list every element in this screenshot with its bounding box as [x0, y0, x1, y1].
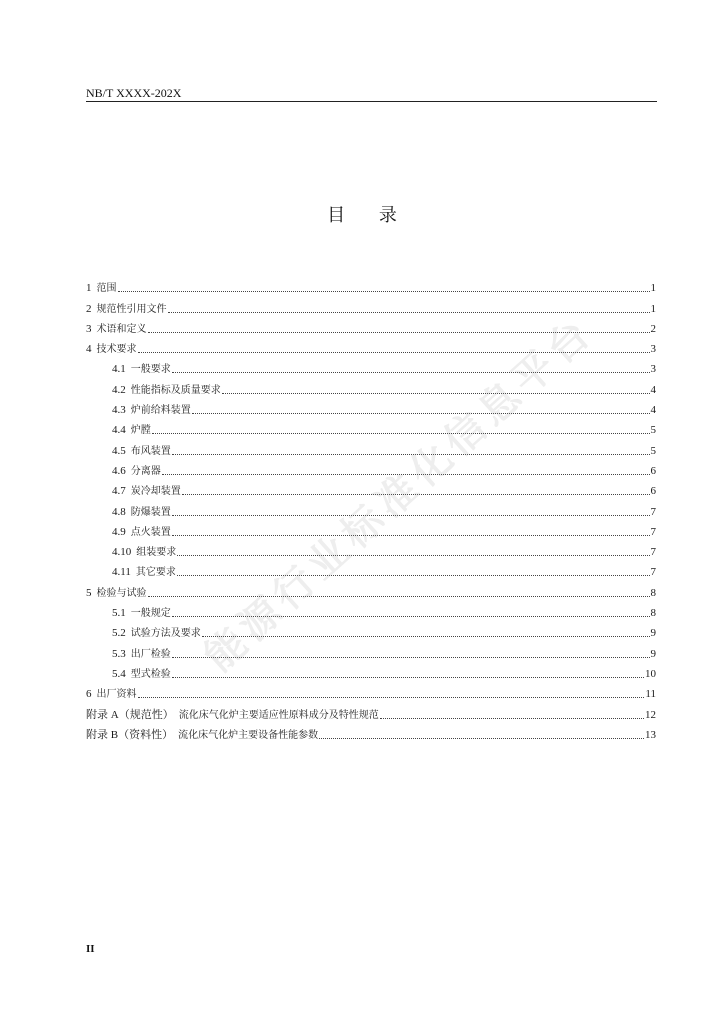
toc-entry-page: 6 — [650, 485, 656, 498]
toc-entry[interactable] — [86, 579, 656, 599]
toc-entry-number: 4.9 — [112, 525, 126, 538]
toc-dot-leader — [118, 291, 650, 292]
toc-entry-page: 9 — [650, 647, 656, 660]
toc-dot-leader — [177, 575, 650, 576]
toc-entry-page: 4 — [650, 404, 656, 417]
toc-entry[interactable] — [86, 620, 656, 640]
toc-dot-leader — [202, 636, 650, 637]
toc-entry-number: 4 — [86, 343, 92, 356]
toc-entry-page: 1 — [650, 282, 656, 295]
toc-dot-leader — [182, 494, 650, 495]
toc-entry-page: 3 — [650, 363, 656, 376]
toc-entry-label: 一般规定 — [130, 608, 171, 620]
toc-dot-leader — [222, 393, 650, 394]
toc-entry-number: 4.8 — [112, 505, 126, 518]
toc-entry[interactable] — [86, 722, 656, 742]
toc-entry-label: 组装要求 — [136, 547, 177, 559]
toc-entry-page: 7 — [650, 505, 656, 518]
toc-entry-page: 4 — [650, 383, 656, 396]
toc-entry[interactable] — [86, 376, 656, 396]
toc-dot-leader — [172, 454, 650, 455]
toc-entry-page: 5 — [650, 444, 656, 457]
toc-entry-number: 4.6 — [112, 464, 126, 477]
toc-entry-label: 其它要求 — [135, 567, 176, 579]
toc-dot-leader — [172, 515, 650, 516]
toc-entry[interactable] — [86, 336, 656, 356]
toc-dot-leader — [148, 332, 650, 333]
toc-entry[interactable] — [86, 397, 656, 417]
toc-entry-label: 试验方法及要求 — [130, 628, 201, 640]
toc-entry-label: 点火装置 — [130, 526, 171, 538]
toc-dot-leader — [172, 657, 650, 658]
toc-entry-label: 出厂资料 — [96, 689, 137, 701]
toc-dot-leader — [172, 677, 644, 678]
toc-dot-leader — [148, 596, 650, 597]
toc-entry-number: 4.1 — [112, 363, 126, 376]
toc-entry-label: 炭冷却装置 — [130, 486, 181, 498]
toc-entry-label: 出厂检验 — [130, 648, 171, 660]
toc-entry[interactable] — [86, 661, 656, 681]
toc-entry[interactable] — [86, 701, 656, 721]
toc-entry[interactable] — [86, 437, 656, 457]
toc-entry[interactable] — [86, 417, 656, 437]
toc-entry-page: 8 — [650, 586, 656, 599]
toc-entry[interactable] — [86, 640, 656, 660]
toc-dot-leader — [380, 718, 644, 719]
toc-entry-number: 1 — [86, 282, 92, 295]
toc-entry-label: 炉前给料装置 — [130, 405, 191, 417]
toc-entry-page: 7 — [650, 525, 656, 538]
watermark: 能源行业标准化信息平台 — [196, 308, 603, 681]
toc-entry[interactable] — [86, 498, 656, 518]
toc-entry-number: 4.11 — [112, 566, 131, 579]
toc-entry[interactable] — [86, 458, 656, 478]
toc-entry-number: 2 — [86, 302, 92, 315]
toc-entry-label: 炉膛 — [130, 425, 151, 437]
toc-dot-leader — [168, 312, 650, 313]
toc-entry-number: 5.4 — [112, 667, 126, 680]
toc-entry-page: 7 — [650, 566, 656, 579]
toc-entry-page: 8 — [650, 607, 656, 620]
toc-dot-leader — [172, 535, 650, 536]
toc-entry-page: 5 — [650, 424, 656, 437]
toc-entry[interactable] — [86, 539, 656, 559]
toc-entry-label: 技术要求 — [96, 344, 137, 356]
toc-dot-leader — [138, 352, 650, 353]
toc-entry-number: 5.1 — [112, 607, 126, 620]
toc-entry-number: 4.5 — [112, 444, 126, 457]
toc-dot-leader — [172, 372, 650, 373]
toc-entry-number: 4.10 — [112, 546, 132, 559]
toc-entry[interactable] — [86, 600, 656, 620]
toc-entry[interactable] — [86, 295, 656, 315]
document-code: NB/T XXXX-202X — [86, 86, 182, 100]
toc-entry-label: 防爆装置 — [130, 506, 171, 518]
toc-title: 目 录 — [327, 205, 411, 226]
toc-dot-leader — [138, 697, 645, 698]
toc-entry[interactable] — [86, 275, 656, 295]
toc-entry-page: 7 — [650, 546, 656, 559]
toc-entry-label: 范围 — [96, 283, 117, 295]
toc-entry-number: 6 — [86, 688, 92, 701]
toc-entry[interactable] — [86, 356, 656, 376]
toc-entry[interactable] — [86, 478, 656, 498]
toc-entry-label: 一般要求 — [130, 364, 171, 376]
toc-entry-page: 1 — [650, 302, 656, 315]
toc-entry-number: 4.2 — [112, 383, 126, 396]
toc-entry-label: 分离器 — [130, 465, 161, 477]
toc-entry-label: 布风装置 — [130, 445, 171, 457]
toc-entry-number: 4.7 — [112, 485, 126, 498]
toc-entry-page: 10 — [645, 667, 656, 680]
toc-entry[interactable] — [86, 519, 656, 539]
toc-dot-leader — [319, 738, 644, 739]
toc-entry-label: 性能指标及质量要求 — [130, 384, 221, 396]
toc-entry-number: 附录 A（规范性） — [86, 708, 174, 721]
toc-entry-page: 11 — [645, 688, 656, 701]
toc-entry-number: 5.2 — [112, 627, 126, 640]
toc-dot-leader — [192, 413, 650, 414]
toc-entry[interactable] — [86, 316, 656, 336]
toc-entry-number: 3 — [86, 322, 92, 335]
toc-entry-page: 6 — [650, 464, 656, 477]
toc-entry-number: 附录 B（资料性） — [86, 728, 174, 741]
toc-entry[interactable] — [86, 681, 656, 701]
toc-entry-page: 3 — [650, 343, 656, 356]
toc-entry-label: 术语和定义 — [96, 323, 147, 335]
toc-dot-leader — [172, 616, 650, 617]
toc-entry-label: 规范性引用文件 — [96, 303, 167, 315]
toc-dot-leader — [162, 474, 650, 475]
header-divider — [86, 101, 657, 102]
toc-entry-number: 4.3 — [112, 404, 126, 417]
toc-entry-label: 检验与试验 — [96, 587, 147, 599]
page-number: II — [86, 943, 95, 955]
toc-entry-number: 4.4 — [112, 424, 126, 437]
toc-dot-leader — [177, 555, 649, 556]
toc-dot-leader — [152, 433, 650, 434]
toc-entry-page: 12 — [645, 708, 656, 721]
toc-list — [86, 275, 656, 742]
toc-entry-page: 2 — [650, 322, 656, 335]
toc-entry-label: 型式检验 — [130, 668, 171, 680]
toc-entry-page: 9 — [650, 627, 656, 640]
toc-entry-number: 5 — [86, 586, 92, 599]
toc-entry-label: 流化床气化炉主要设备性能参数 — [178, 729, 319, 741]
toc-entry[interactable] — [86, 559, 656, 579]
toc-entry-label: 流化床气化炉主要适应性原料成分及特性规范 — [178, 709, 379, 721]
toc-entry-number: 5.3 — [112, 647, 126, 660]
toc-entry-page: 13 — [645, 728, 656, 741]
